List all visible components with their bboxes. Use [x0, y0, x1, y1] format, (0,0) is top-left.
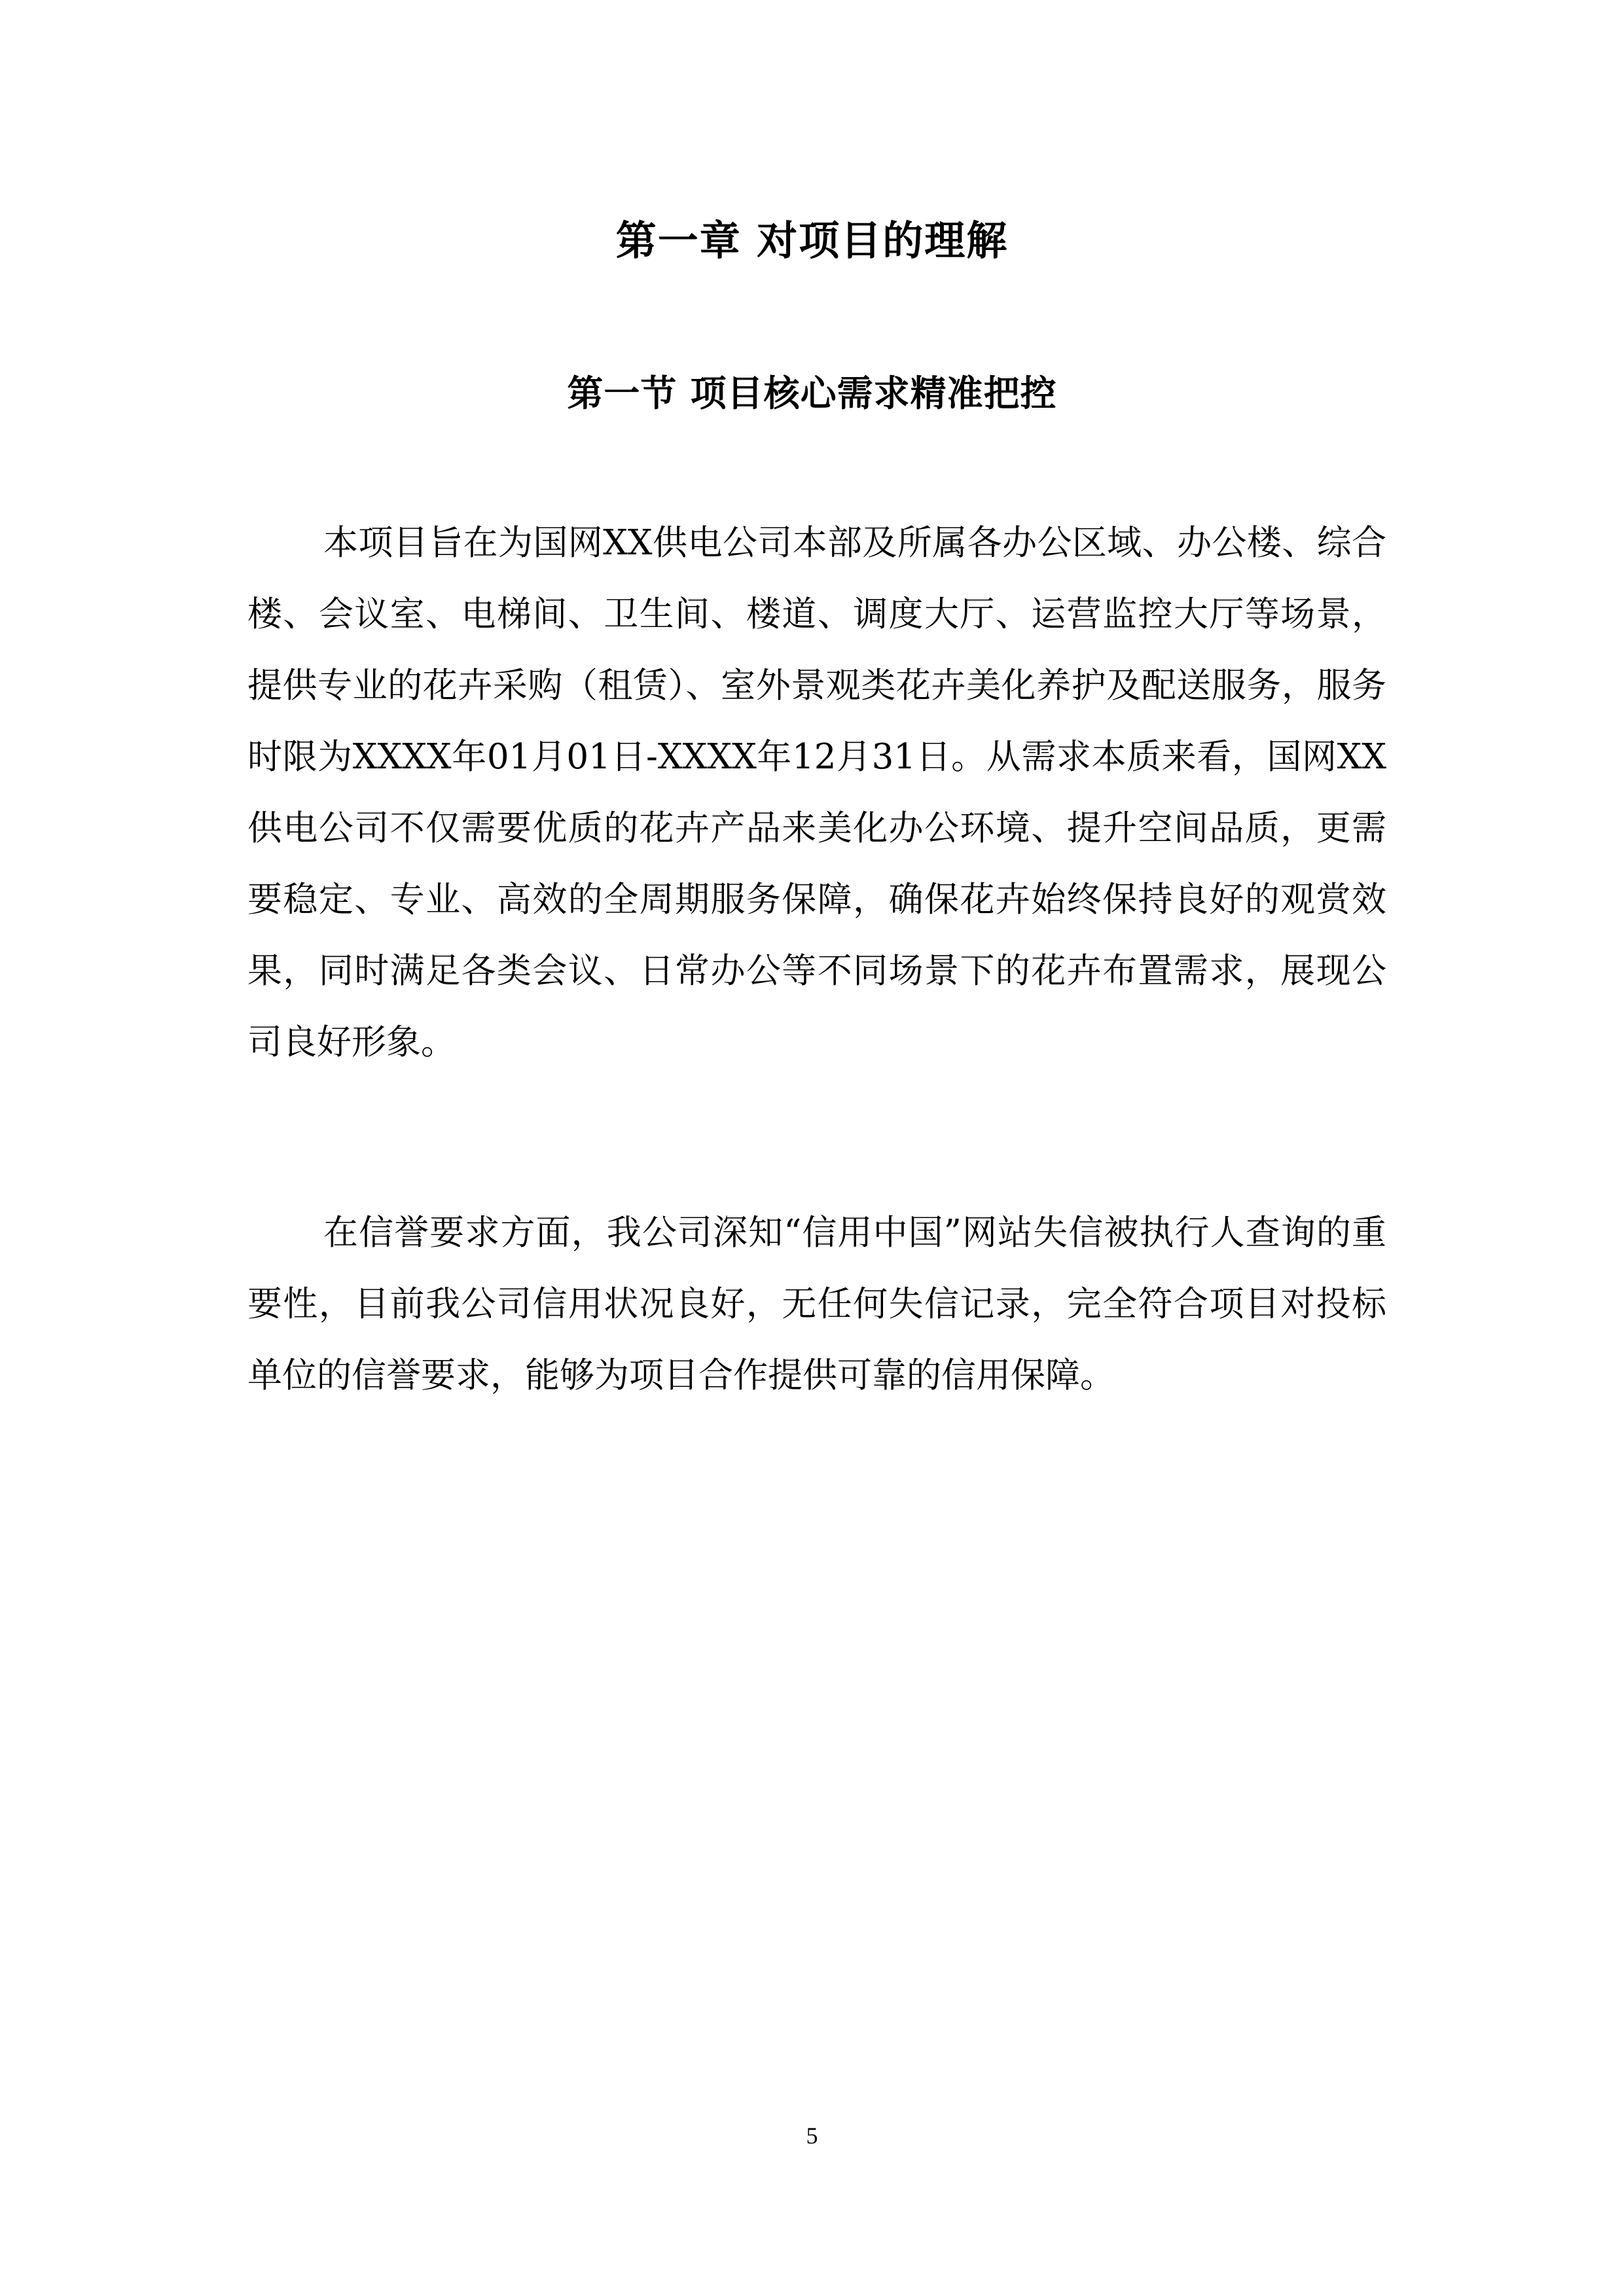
section-title: 第一节 项目核心需求精准把控: [567, 372, 1057, 414]
chapter-title: 第一章 对项目的理解: [615, 217, 1009, 264]
page-number: 5: [806, 2123, 818, 2149]
paragraph-project-scope: 本项目旨在为国网XX供电公司本部及所属各办公区域、办公楼、综合楼、会议室、电梯间、卫生间、楼道、调度大厅、运营监控大厅等场景，提供专业的花卉采购（租赁）、室外景观类花卉美化养护及配送服务，服务时限为XXXX年01月01日-XXXX年12月31日。从需求本质来看，国网XX供电公司不仅需要优质的花卉产品来美化办公环境、提升空间品质，更需要稳定、专业、高效的全周期服务保障，确保花卉始终保持良好的观赏效果，同时满足各类会议、日常办公等不同场景下的花卉布置需求，展现公司良好形象。: [247, 523, 1386, 1062]
paragraph-credit-requirements: 在信誉要求方面，我公司深知“信用中国”网站失信被执行人查询的重要性，目前我公司信用状况良好，无任何失信记录，完全符合项目对投标单位的信誉要求，能够为项目合作提供可靠的信用保障。: [247, 1213, 1386, 1395]
